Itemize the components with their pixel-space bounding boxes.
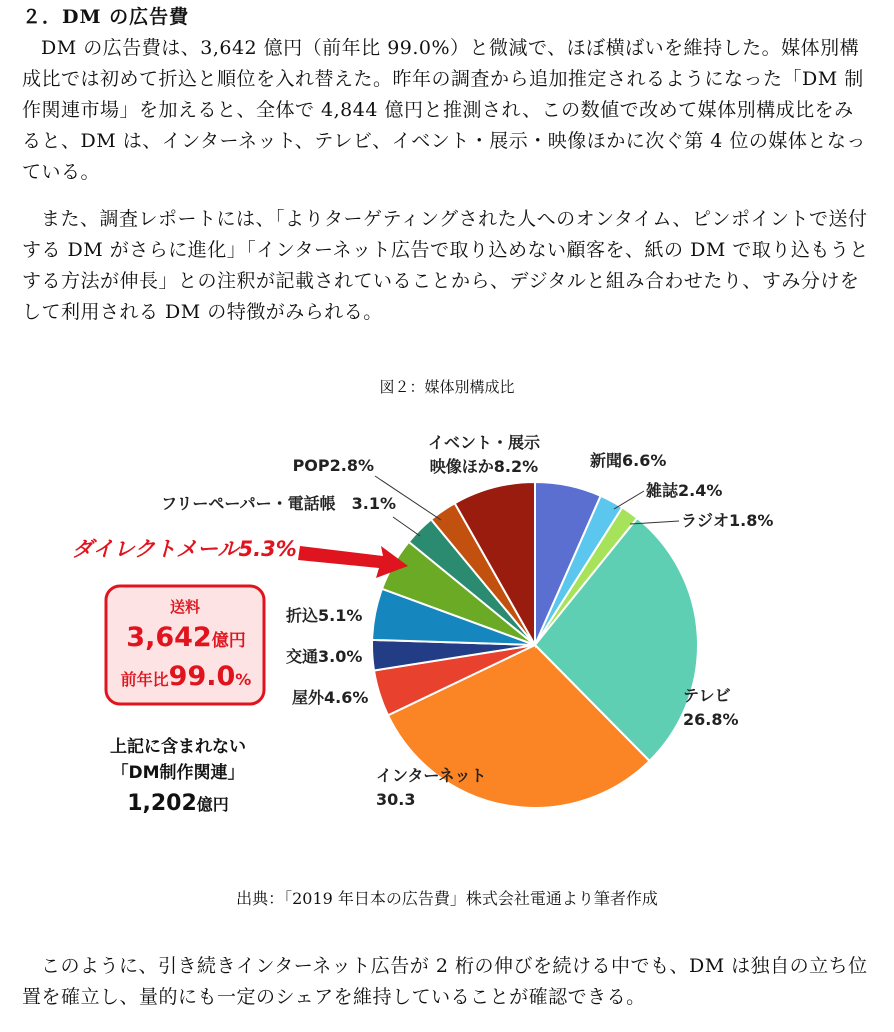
box-prefix: 前年比 (120, 670, 169, 689)
slice-label: POP2.8% (292, 456, 374, 475)
slice-label: 折込5.1% (286, 606, 363, 625)
dm-production-note (110, 736, 246, 816)
leader-line (614, 491, 644, 509)
box-pct-sign: % (235, 670, 252, 689)
box-label: 送料 (169, 598, 201, 616)
figure-source: 出典：「2019 年日本の広告費」株式会社電通より筆者作成 (236, 889, 658, 908)
box-amount: 3,642 (126, 622, 212, 653)
slice-label: 雑誌2.4% (646, 481, 723, 500)
figure-title: 図２：媒体別構成比 (379, 378, 515, 396)
paragraph-2: また、調査レポートには、「よりターゲティングされた人へのオンタイム、ピンポイントで送付する DM がさらに進化」「インターネット広告で取り込めない顧客を、紙の DM で取り込もうとする方法が伸長」との注釈が記載されていることから、デジタルと組み合わせたり、すみ分けをして利用される DM の特徴がみられる。 (22, 208, 869, 323)
note-line-2: 「DM制作関連」 (111, 763, 245, 783)
paragraph-3: このように、引き続きインターネット広告が 2 桁の伸びを続ける中でも、DM は独自の立ち位置を確立し、量的にも一定のシェアを維持していることが確認できる。 (22, 955, 868, 1008)
slice-label: 屋外4.6% (292, 688, 369, 707)
box-percent: 99.0 (168, 661, 236, 692)
section-heading: ２．DM の広告費 (22, 6, 190, 28)
pie-slices (372, 482, 698, 808)
slice-label: インターネット 30.3 (376, 766, 487, 809)
slice-label: テレビ 26.8% (683, 686, 739, 729)
dm-callout-label: ダイレクトメール5.3% (72, 537, 297, 561)
pie-chart (0, 400, 894, 830)
slice-label: イベント・展示映像ほか8.2% (427, 433, 541, 476)
note-amount: 1,202 (127, 791, 197, 816)
note-line-1: 上記に含まれない (110, 737, 246, 757)
svg-text:1,202億円 (127, 791, 229, 816)
note-unit: 億円 (196, 795, 229, 814)
dm-summary-box (106, 586, 264, 704)
slice-label: 新聞6.6% (590, 451, 667, 470)
slice-label: フリーペーパー・電話帳 3.1% (161, 494, 396, 513)
paragraph-1: DM の広告費は、3,642 億円（前年比 99.0%）と微減で、ほぼ横ばいを維持した。媒体別構成比では初めて折込と順位を入れ替えた。昨年の調査から追加推定されるようになった「DM 制作関連市場」を加えると、全体で 4,844 億円と推測され、この数値で改めて媒体別構成比をみると、DM は、インターネット、テレビ、イベント・展示・映像ほかに次ぐ第 4 位の媒体となっている。 (22, 37, 866, 183)
slice-label: ラジオ1.8% (681, 511, 774, 530)
leader-line (393, 517, 420, 536)
box-unit: 億円 (211, 631, 246, 651)
slice-label: 交通3.0% (286, 647, 363, 666)
